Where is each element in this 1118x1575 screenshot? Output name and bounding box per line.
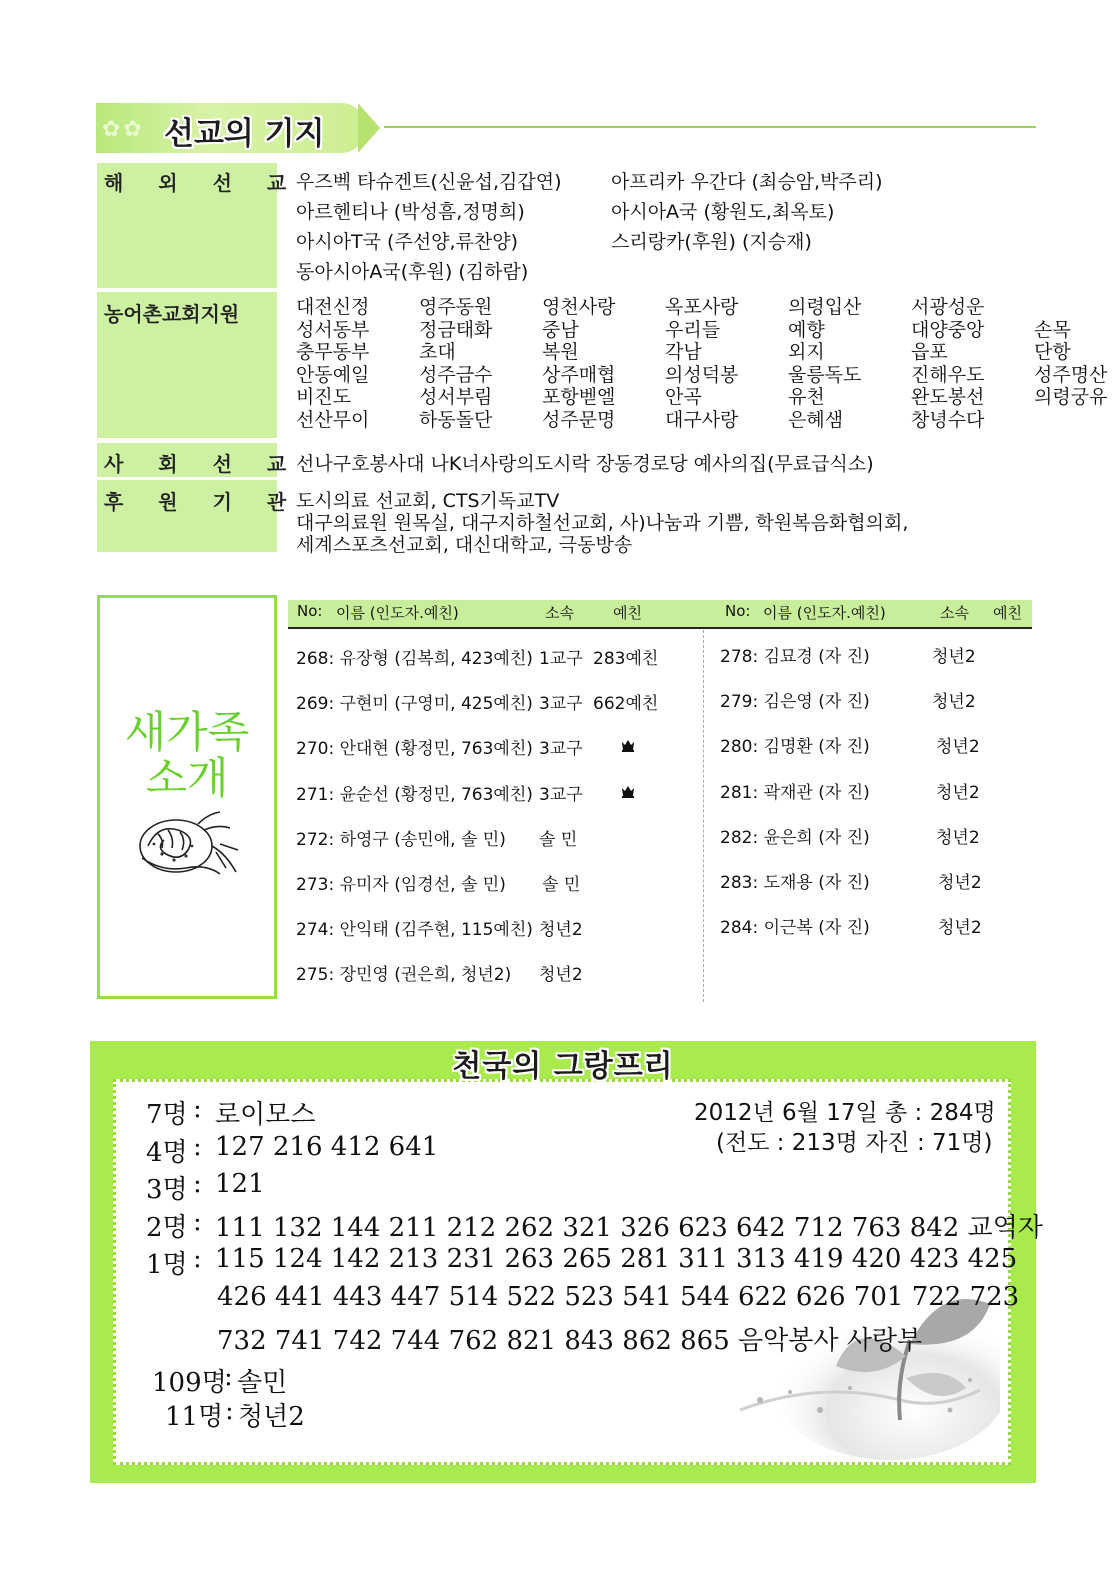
snail-illustration xyxy=(128,806,248,888)
rural-church-name: 정금태화 xyxy=(419,318,493,341)
rank-colon: : xyxy=(193,1131,202,1162)
rank-values: 솔민 xyxy=(237,1368,288,1398)
rural-church-name: 옥포사랑 xyxy=(665,296,739,318)
rural-church-name: 선산무이 xyxy=(296,408,370,431)
rural-church-row xyxy=(296,318,1071,342)
header-leaf-decoration: ✿ ✿ xyxy=(102,117,140,142)
rural-church-name: 상주매협 xyxy=(542,363,616,386)
grandprix-title: 천국의 그랑프리 xyxy=(452,1049,674,1084)
sponsors-label: 후 원 기 관 xyxy=(104,490,301,514)
rural-church-name: 완도봉선 xyxy=(911,386,985,409)
crown-icon xyxy=(620,783,636,804)
rural-church-name: 의령입산 xyxy=(788,296,862,318)
overseas-item: 우즈벡 타슈겐트(신윤섭,김갑연) xyxy=(296,171,562,193)
rank-values: 115 124 142 213 231 263 265 281 311 313 419 420 423 425 xyxy=(215,1244,1018,1274)
rural-church-name: 성주명산 xyxy=(1034,363,1108,386)
newfamily-entry: 281: 곽재관 (자 진) xyxy=(720,782,870,803)
rural-church-name: 울릉독도 xyxy=(788,363,862,386)
col-yechin-right: 예친 xyxy=(993,604,1022,622)
newfamily-entry: 284: 이근복 (자 진) xyxy=(720,918,870,939)
col-name-right: 이름 (인도자.예친) xyxy=(763,604,886,622)
col-name-left: 이름 (인도자.예친) xyxy=(336,604,459,622)
rank-colon: : xyxy=(193,1169,202,1199)
newfamily-entry: 269: 구현미 (구영미, 425예친) xyxy=(296,694,533,715)
newfamily-entry: 271: 윤순선 (황정민, 763예친) xyxy=(296,784,533,805)
col-no-left: No: xyxy=(297,602,323,620)
rank-values: 127 216 412 641 xyxy=(215,1131,439,1162)
newfamily-entry: 275: 장민영 (권은희, 청년2) xyxy=(296,965,512,986)
social-list: 선나구호봉사대 나K너사랑의도시락 장동경로당 예사의집(무료급식소) xyxy=(296,453,874,475)
rank-values: 청년2 xyxy=(238,1402,305,1432)
rural-church-name: 읍포 xyxy=(911,341,948,364)
rural-church-grid xyxy=(296,296,1108,432)
rural-church-name: 성주금수 xyxy=(419,363,493,386)
rank-colon: : xyxy=(193,1094,202,1124)
newfamily-dept: 청년2 xyxy=(936,827,980,848)
newfamily-entry: 268: 유장형 (김복희, 423예친) xyxy=(296,649,533,669)
newfamily-dept: 솔 민 xyxy=(539,829,578,850)
newfamily-entry: 279: 김은영 (자 진) xyxy=(720,692,870,713)
rural-church-name: 의령궁유 xyxy=(1034,386,1108,409)
rural-church-name: 영주동원 xyxy=(419,296,493,318)
rural-church-name: 비진도 xyxy=(296,386,352,409)
rank-values: 121 xyxy=(215,1169,265,1199)
newfamily-title-line1: 새가족 xyxy=(124,708,250,758)
rural-church-row xyxy=(296,363,1108,387)
newfamily-dept: 3교구 xyxy=(539,694,583,715)
crown-icon xyxy=(620,737,636,758)
newfamily-dept: 청년2 xyxy=(539,965,583,986)
rural-church-name: 진해우도 xyxy=(911,363,985,386)
grandprix-breakdown: (전도 : 213명 자진 : 71명) xyxy=(716,1130,993,1156)
rank-values: 111 132 144 211 212 262 321 326 623 642 712 763 842 교역자 xyxy=(215,1212,1043,1243)
newfamily-dept: 청년2 xyxy=(936,737,980,758)
newfamily-yechin: 283예친 xyxy=(593,649,659,669)
rural-church-name: 성서부림 xyxy=(419,386,493,409)
newfamily-title-line2: 소개 xyxy=(145,754,229,804)
sponsor-line: 세계스포츠선교회, 대신대학교, 극동방송 xyxy=(296,534,633,556)
rural-church-name: 의성덕봉 xyxy=(665,363,739,386)
rural-label: 농어촌교회지원 xyxy=(104,302,240,326)
rural-church-row xyxy=(296,386,1108,409)
newfamily-entry: 274: 안익태 (김주현, 115예친) xyxy=(296,920,533,941)
col-dept-right: 소속 xyxy=(940,604,969,622)
rural-church-name: 대전신정 xyxy=(296,296,370,318)
rural-church-name: 초대 xyxy=(419,341,456,364)
overseas-item: 아프리카 우간다 (최승암,박주리) xyxy=(611,171,883,193)
overseas-item: 아르헨티나 (박성흠,정명희) xyxy=(296,201,525,223)
rank-label: 2명 xyxy=(146,1212,188,1243)
rank-label: 4명 xyxy=(146,1137,188,1168)
header-tab-arrow xyxy=(358,103,380,153)
rural-church-name: 단항 xyxy=(1034,341,1071,364)
rank-colon: : xyxy=(224,1362,233,1392)
newfamily-dept: 청년2 xyxy=(932,647,976,667)
newfamily-entry: 280: 김명환 (자 진) xyxy=(720,737,870,758)
newfamily-dept: 솔 민 xyxy=(542,875,581,895)
rank-values-continued: 732 741 742 744 762 821 843 862 865 음악봉사 사랑부 xyxy=(217,1325,923,1356)
grandprix-date-total: 2012년 6월 17일 총 : 284명 xyxy=(694,1100,996,1126)
rural-church-name: 안곡 xyxy=(665,386,702,409)
sponsor-line: 도시의료 선교회, CTS기독교TV xyxy=(296,490,560,512)
rural-church-name: 외지 xyxy=(788,341,825,364)
overseas-item: 아시아A국 (황원도,최옥토) xyxy=(611,201,835,223)
rank-colon: : xyxy=(193,1244,202,1274)
rural-church-name: 성주문명 xyxy=(542,408,616,431)
rank-label: 109명 xyxy=(152,1368,227,1398)
overseas-item: 스리랑카(후원) (지승재) xyxy=(611,231,812,253)
newfamily-dept: 3교구 xyxy=(539,784,583,805)
col-yechin-left: 예친 xyxy=(613,604,642,622)
newfamily-dept: 청년2 xyxy=(539,920,583,941)
rural-church-name: 복원 xyxy=(542,341,579,364)
newfamily-dept: 청년2 xyxy=(936,782,980,803)
rural-church-name: 영천사랑 xyxy=(542,296,616,318)
newfamily-dept: 3교구 xyxy=(539,739,583,760)
newfamily-entry: 278: 김묘경 (자 진) xyxy=(720,647,870,667)
rural-church-name: 대구사랑 xyxy=(665,408,739,431)
mission-title: 선교의 기지 xyxy=(164,116,325,152)
newfamily-entry: 273: 유미자 (임경선, 솔 민) xyxy=(296,875,506,895)
newfamily-column-divider xyxy=(703,630,704,1002)
social-label: 사 회 선 교 xyxy=(104,452,301,476)
rank-colon: : xyxy=(225,1396,234,1426)
newfamily-entry: 272: 하영구 (송민애, 솔 민) xyxy=(296,829,506,850)
rural-church-name: 포항벧엘 xyxy=(542,386,616,409)
rural-church-name: 창녕수다 xyxy=(911,408,985,431)
newfamily-dept: 1교구 xyxy=(539,649,583,669)
rural-church-name: 예향 xyxy=(788,318,825,341)
overseas-item: 동아시아A국(후원) (김하람) xyxy=(296,261,529,283)
rural-church-name: 각남 xyxy=(665,341,702,364)
sponsor-line: 대구의료원 원목실, 대구지하철선교회, 사)나눔과 기쁨, 학원복음화협의회, xyxy=(296,512,909,534)
rank-label: 11명 xyxy=(165,1402,224,1432)
rank-label: 3명 xyxy=(146,1175,188,1205)
rural-church-name: 서광성운 xyxy=(911,296,985,318)
rural-church-row xyxy=(296,341,1071,364)
rural-church-name: 은혜샘 xyxy=(788,408,844,431)
newfamily-entry: 270: 안대현 (황정민, 763예친) xyxy=(296,739,533,760)
rural-church-name: 손목 xyxy=(1034,318,1071,341)
rural-church-name: 안동예일 xyxy=(296,363,370,386)
rural-church-name: 유천 xyxy=(788,386,825,409)
overseas-item: 아시아T국 (주선양,류찬양) xyxy=(296,231,519,253)
rank-values-continued: 426 441 443 447 514 522 523 541 544 622 626 701 722 723 xyxy=(217,1282,1020,1312)
rank-label: 7명 xyxy=(146,1100,188,1130)
rank-colon: : xyxy=(193,1206,202,1237)
newfamily-title xyxy=(97,710,277,802)
mission-header-rule xyxy=(384,126,1036,128)
newfamily-dept: 청년2 xyxy=(938,873,982,893)
rank-label: 1명 xyxy=(146,1250,188,1280)
rural-church-name: 하동돌단 xyxy=(419,408,493,431)
rural-church-name: 성서동부 xyxy=(296,318,370,341)
rural-church-row xyxy=(296,409,1026,432)
overseas-label: 해 외 선 교 xyxy=(104,171,301,195)
col-dept-left: 소속 xyxy=(545,604,574,622)
newfamily-dept: 청년2 xyxy=(932,692,976,713)
rural-church-name: 중남 xyxy=(542,318,579,341)
newfamily-entry: 282: 윤은희 (자 진) xyxy=(720,827,870,848)
newfamily-dept: 청년2 xyxy=(938,918,982,939)
rural-church-name: 충무동부 xyxy=(296,341,370,364)
rural-church-row xyxy=(296,296,1026,319)
rank-values: 로이모스 xyxy=(215,1100,316,1130)
newfamily-entry: 283: 도재용 (자 진) xyxy=(720,873,870,893)
newfamily-yechin: 662예친 xyxy=(593,694,659,715)
rural-church-name: 우리들 xyxy=(665,318,721,341)
col-no-right: No: xyxy=(725,602,751,620)
rural-church-name: 대양중앙 xyxy=(911,318,985,341)
